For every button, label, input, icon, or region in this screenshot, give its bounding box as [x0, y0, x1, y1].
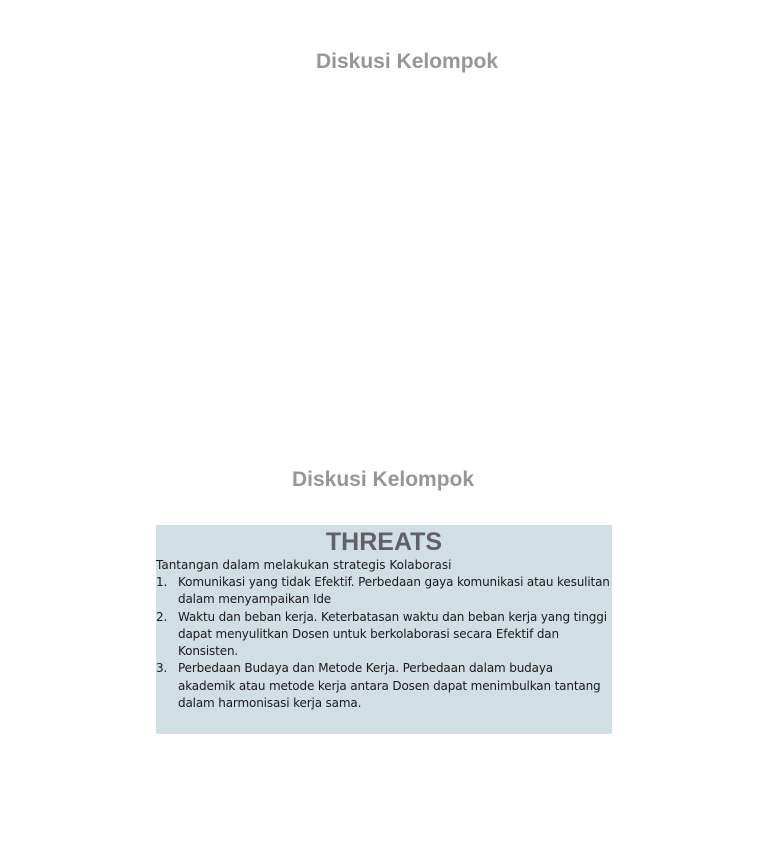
threats-title: THREATS	[325, 528, 443, 556]
threats-list	[156, 574, 612, 712]
threats-list-item	[156, 609, 612, 661]
list-item-number: 2.	[156, 609, 168, 624]
list-item-text: Perbedaan Budaya dan Metode Kerja. Perbedaan dalam budaya akademik atau metode kerja antara Dosen dapat menimbulkan tantang dalam harmonisasi kerja sama.	[178, 661, 601, 711]
threats-intro: Tantangan dalam melakukan strategis Kolaborasi	[156, 558, 452, 572]
threats-list-item	[156, 574, 612, 609]
threats-box	[156, 525, 612, 734]
list-item-number: 3.	[156, 661, 168, 676]
list-item-text: Waktu dan beban kerja. Keterbatasan waktu dan beban kerja yang tinggi dapat menyulitkan Dosen untuk berkolaborasi secara Efektif dan Konsisten.	[178, 609, 607, 659]
page-heading-middle: Diskusi Kelompok	[292, 468, 475, 491]
threats-list-item	[156, 660, 612, 712]
page-heading-top: Diskusi Kelompok	[316, 50, 499, 73]
list-item-text: Komunikasi yang tidak Efektif. Perbedaan gaya komunikasi atau kesulitan dalam menyampaikan Ide	[178, 575, 610, 607]
list-item-number: 1.	[156, 575, 168, 589]
